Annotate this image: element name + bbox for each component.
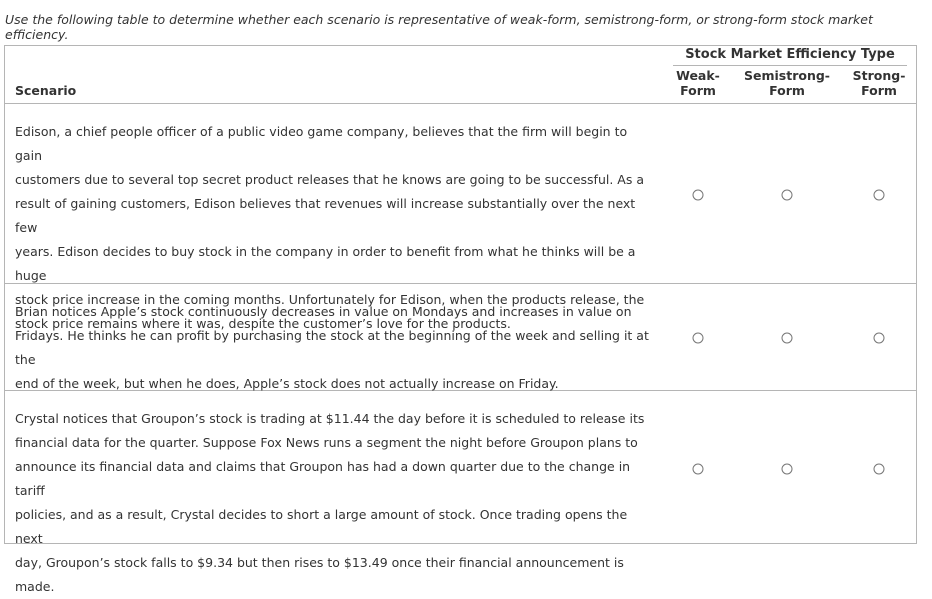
scenario-text-crystal: Crystal notices that Groupon’s stock is trading at $11.44 the day before it is scheduled to release its financial data for the quarter. Suppose Fox News runs a segment the night before Groupon plans to announce its financial data and claims that Groupon has had a down quarter due to the change in tariff policies, and as a result, Crystal decides to short a large amount of stock. Once trading opens the next day, Groupon’s stock falls to $9.34 but then rises to $13.49 once their financial announcement is made. [15, 411, 645, 594]
strong-form-column-header: Strong- Form [852, 68, 906, 98]
brian-semistrong-form-radio[interactable] [782, 333, 793, 344]
edison-weak-form-radio[interactable] [693, 190, 704, 201]
brian-strong-form-radio[interactable] [874, 333, 885, 344]
scenario-column-header: Scenario [15, 83, 77, 98]
crystal-strong-form-radio[interactable] [874, 464, 885, 475]
scenario-text-brian: Brian notices Apple’s stock continuously decreases in value on Mondays and increases in value on Fridays. He thinks he can profit by purchasing the stock at the beginning of the week and selling it at the end of the week, but when he does, Apple’s stock does not actually increase on Friday. [15, 304, 649, 391]
scenario-text-edison: Edison, a chief people officer of a public video game company, believes that the firm will begin to gain customers due to several top secret product releases that he knows are going to be successful. As a result of gaining customers, Edison believes that revenues will increase substantially over the next few years. Edison decides to buy stock in the company in order to benefit from what he thinks will be a huge stock price increase in the coming months. Unfortunately for Edison, when the products release, the stock price remains where it was, despite the customer’s love for the products. [15, 124, 645, 331]
table-header [5, 46, 916, 104]
instructions-text: Use the following table to determine whether each scenario is representative of weak-form, semistrong-form, or strong-form stock market efficiency. [5, 12, 873, 42]
crystal-semistrong-form-radio[interactable] [782, 464, 793, 475]
group-header-divider [673, 65, 907, 66]
efficiency-type-group-header: Stock Market Efficiency Type [685, 47, 895, 62]
crystal-weak-form-radio[interactable] [693, 464, 704, 475]
scenario-row-edison [5, 104, 916, 331]
edison-strong-form-radio[interactable] [874, 190, 885, 201]
weak-form-column-header: Weak- Form [676, 68, 720, 98]
scenario-row-crystal [5, 391, 916, 594]
edison-semistrong-form-radio[interactable] [782, 190, 793, 201]
scenario-row-brian [5, 284, 916, 391]
efficiency-table [4, 45, 917, 594]
brian-weak-form-radio[interactable] [693, 333, 704, 344]
semistrong-form-column-header: Semistrong- Form [744, 68, 830, 98]
